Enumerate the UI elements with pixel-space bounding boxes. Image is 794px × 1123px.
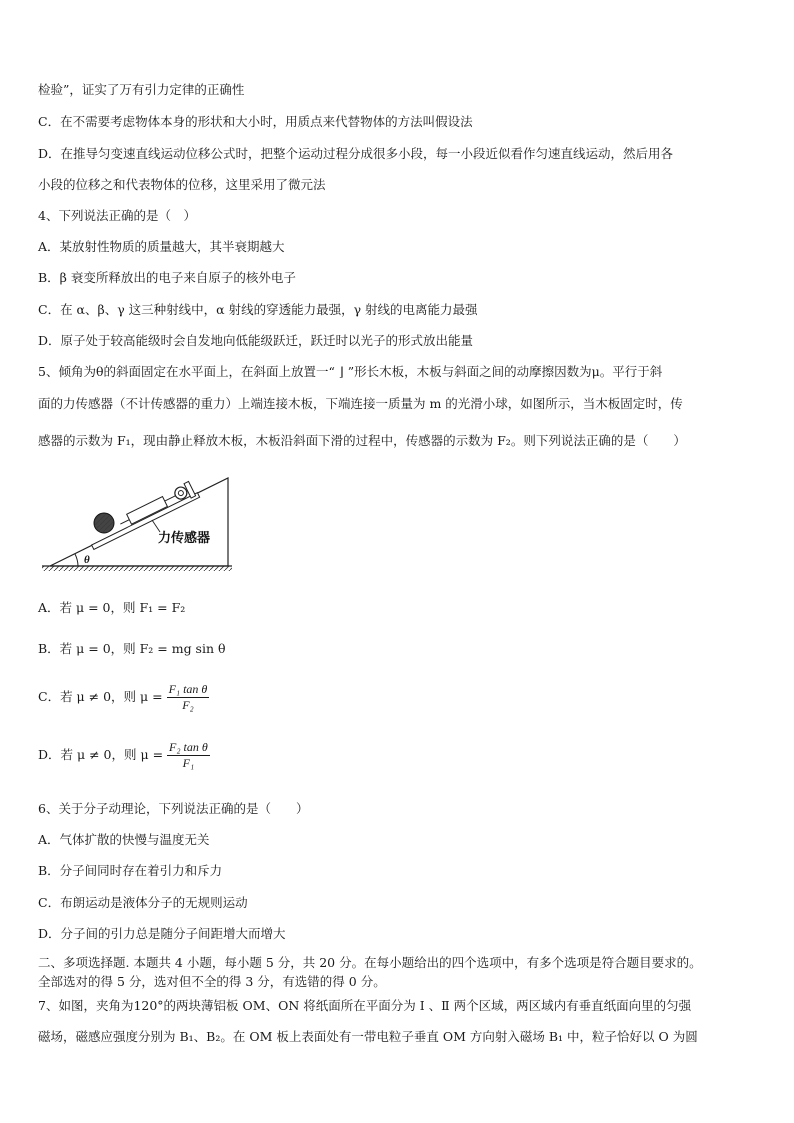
option-6d: D．分子间的引力总是随分子间距增大而增大: [38, 926, 286, 941]
question-4-stem: 4、下列说法正确的是（ ）: [38, 208, 196, 223]
option-5c-denominator: F₂: [182, 698, 194, 712]
sensor-connector: [165, 495, 177, 501]
option-5d-prefix: D．若 μ ≠ 0，则 μ =: [38, 747, 164, 762]
text-line-1: 检验”，证实了万有引力定律的正确性: [38, 82, 245, 97]
option-5d: [38, 740, 210, 771]
sensor-label: 力传感器: [158, 531, 211, 546]
option-5c-fraction: [167, 682, 210, 713]
option-5c-prefix: C．若 μ ≠ 0，则 μ =: [38, 689, 163, 704]
section-2-header-line2: 全部选对的得 5 分，选对但不全的得 3 分，有选错的得 0 分。: [38, 974, 386, 989]
question-5-stem-line1: 5、倾角为θ的斜面固定在水平面上，在斜面上放置一“ ⌋ ”形长木板，木板与斜面之间的动摩擦因数为μ。平行于斜: [38, 364, 663, 379]
question-5-stem-line2: 面的力传感器（不计传感器的重力）上端连接木板，下端连接一质量为 m 的光滑小球，如图所示，当木板固定时，传: [38, 396, 683, 411]
question-6-stem: 6、关于分子动理论，下列说法正确的是（ ）: [38, 801, 309, 816]
option-6b: B．分子间同时存在着引力和斥力: [38, 863, 223, 878]
option-5b: B．若 μ = 0，则 F₂ = mg sin θ: [38, 641, 226, 656]
option-5c-numerator: F₁ tan θ: [168, 682, 208, 696]
option-3c: C．在不需要考虑物体本身的形状和大小时，用质点来代替物体的方法叫假设法: [38, 114, 473, 129]
option-3d-line1: D．在推导匀变速直线运动位移公式时，把整个运动过程分成很多小段，每一小段近似看作匀速直线运动，然后用各: [38, 146, 674, 161]
ground-hatch: [42, 566, 232, 571]
option-5a: A．若 μ = 0，则 F₁ = F₂: [38, 600, 186, 615]
option-5d-numerator: F₂ tan θ: [169, 740, 208, 754]
question-7-stem-line1: 7、如图，夹角为120°的两块薄铝板 OM、ON 将纸面所在平面分为 Ⅰ 、Ⅱ 两个区域，两区域内有垂直纸面向里的匀强: [38, 998, 692, 1013]
angle-arc: [75, 554, 78, 566]
option-6c: C．布朗运动是液体分子的无规则运动: [38, 895, 248, 910]
option-4d: D．原子处于较高能级时会自发地向低能级跃迁，跃迁时以光子的形式放出能量: [38, 333, 474, 348]
angle-label: θ: [84, 554, 90, 566]
option-4c: C．在 α、β、γ 这三种射线中，α 射线的穿透能力最强，γ 射线的电离能力最强: [38, 302, 478, 317]
question-7-stem-line2: 磁场，磁感应强度分别为 B₁、B₂。在 OM 板上表面处有一带电粒子垂直 OM 方向射入磁场 B₁ 中，粒子恰好以 O 为圆: [38, 1029, 698, 1044]
incline-diagram: [40, 470, 240, 580]
option-5c: [38, 682, 209, 713]
section-2-header-line1: 二、多项选择题. 本题共 4 小题，每小题 5 分，共 20 分。在每小题给出的四个选项中，有多个选项是符合题目要求的。: [38, 955, 702, 970]
option-5d-fraction: [167, 740, 210, 771]
option-3d-line2: 小段的位移之和代表物体的位移，这里采用了微元法: [38, 177, 326, 192]
option-4b: B．β 衰变所释放出的电子来自原子的核外电子: [38, 270, 296, 285]
option-4a: A．某放射性物质的质量越大，其半衰期越大: [38, 239, 285, 254]
option-5d-denominator: F₁: [182, 756, 195, 770]
option-6a: A．气体扩散的快慢与温度无关: [38, 832, 210, 847]
ball-texture: [94, 513, 114, 533]
ball-connector: [120, 520, 129, 524]
question-5-stem-line3: 感器的示数为 F₁，现由静止释放木板，木板沿斜面下滑的过程中，传感器的示数为 F₂。则下列说法正确的是（ ）: [38, 433, 686, 448]
